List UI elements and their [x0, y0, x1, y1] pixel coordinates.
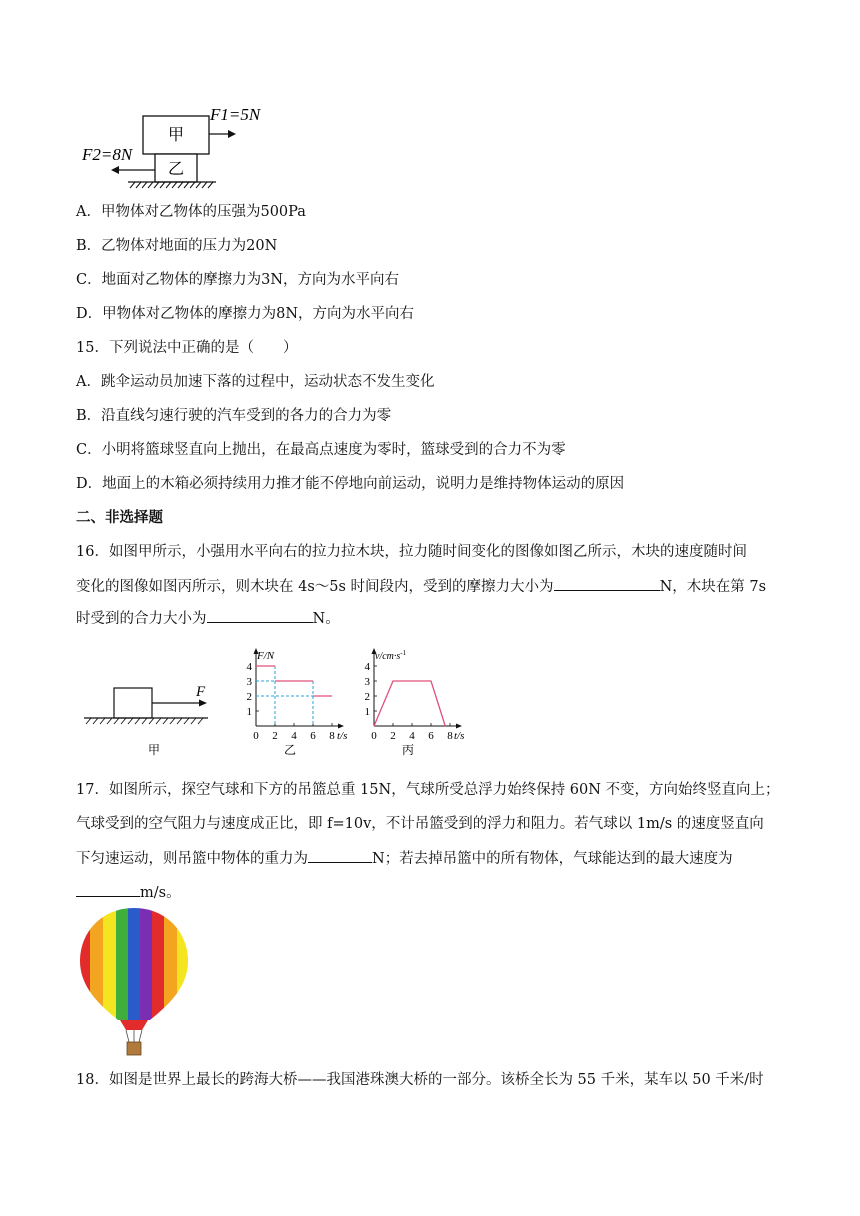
x-axis-arrowhead — [338, 724, 344, 729]
q17-line3-tail: N；若去掉吊篮中的所有物体，气球能达到的最大速度为 — [372, 851, 733, 867]
y-tick-label: 1 — [246, 706, 252, 718]
balloon-skirt — [120, 1020, 148, 1030]
y-axis-label: F/N — [257, 650, 275, 662]
block-yi-label: 乙 — [167, 161, 185, 178]
force-f2-arrowhead — [111, 166, 119, 174]
q16-line3-tail: N。 — [312, 611, 340, 627]
x-tick-label: 4 — [291, 730, 297, 742]
figure-jia-caption: 甲 — [147, 743, 161, 757]
balloon-basket — [127, 1042, 141, 1055]
y-tick-label: 4 — [246, 661, 252, 673]
q15-option-a: A．跳伞运动员加速下落的过程中，运动状态不发生变化 — [76, 374, 435, 390]
x-tick-label: 4 — [409, 730, 415, 742]
ground-hatching — [130, 182, 213, 188]
q15-option-c: C．小明将篮球竖直向上抛出，在最高点速度为零时，篮球受到的合力不为零 — [76, 442, 566, 458]
section-heading: 二、非选择题 — [76, 509, 163, 526]
q16-line1: 16．如图甲所示，小强用水平向右的拉力拉木块，拉力随时间变化的图像如图乙所示，木块的速度随时间 — [76, 544, 747, 560]
block-jia-label: 甲 — [167, 127, 185, 144]
q16-answer-blank-2[interactable] — [207, 608, 313, 623]
q14-option-b: B．乙物体对地面的压力为20N — [76, 238, 278, 254]
x-tick-label: 8 — [447, 730, 453, 742]
pull-force-arrowhead — [199, 700, 207, 707]
x-tick-label: 6 — [310, 730, 316, 742]
y-tick-label: 3 — [246, 676, 252, 688]
q16-line2 — [76, 576, 766, 597]
force-f1-label: F1=5N — [210, 105, 261, 124]
balloon-envelope — [78, 906, 190, 1026]
y-axis-label — [375, 649, 407, 662]
y-tick-label: 2 — [246, 691, 252, 703]
q16-line2-tail: N，木块在第 7s — [659, 579, 767, 595]
pull-force-label: F — [196, 684, 206, 700]
q18-line1: 18．如图是世界上最长的跨海大桥——我国港珠澳大桥的一部分。该桥全长为 55 千米，某车以 50 千米/时 — [76, 1072, 764, 1088]
q16-chart-bing — [360, 644, 478, 760]
x-axis-label: t/s — [454, 730, 465, 742]
q16-chart-yi — [236, 644, 354, 760]
q14-option-a: A．甲物体对乙物体的压强为500Pa — [76, 204, 306, 220]
y-axis-label-main: v/cm·s — [375, 651, 401, 662]
y-axis-label-exp: -1 — [400, 649, 407, 657]
q14-block-figure — [80, 100, 280, 192]
x-tick-label: 2 — [390, 730, 396, 742]
x-axis-arrowhead — [456, 724, 462, 729]
basket-ropes — [126, 1030, 142, 1042]
y-tick-label: 1 — [364, 706, 370, 718]
q17-line3 — [76, 848, 733, 869]
chart-caption: 乙 — [283, 743, 297, 757]
force-f1-arrowhead — [228, 130, 236, 138]
velocity-line — [374, 681, 445, 726]
q16-figure-jia — [80, 676, 220, 758]
x-tick-label: 6 — [428, 730, 434, 742]
q15-stem: 15．下列说法中正确的是（ ） — [76, 340, 298, 356]
q17-line3-text: 下匀速运动，则吊篮中物体的重力为 — [76, 851, 308, 867]
hot-air-balloon-image — [78, 906, 190, 1058]
q17-line1: 17．如图所示，探空气球和下方的吊篮总重 15N，气球所受总浮力始终保持 60N 不变，方向始终竖直向上； — [76, 782, 780, 798]
q14-option-d: D．甲物体对乙物体的摩擦力为8N，方向为水平向右 — [76, 306, 415, 322]
x-tick-label: 8 — [329, 730, 335, 742]
y-tick-label: 4 — [364, 661, 370, 673]
chart-caption: 丙 — [401, 743, 415, 757]
q16-line3 — [76, 608, 340, 629]
q16-line2-text: 变化的图像如图丙所示，则木块在 4s～5s 时间段内，受到的摩擦力大小为 — [76, 579, 554, 595]
x-axis-label: t/s — [337, 730, 348, 742]
y-tick-label: 3 — [364, 676, 370, 688]
y-tick-label: 2 — [364, 691, 370, 703]
q17-answer-blank-2[interactable] — [76, 882, 140, 897]
x-tick-label: 0 — [371, 730, 377, 742]
x-tick-label: 0 — [253, 730, 259, 742]
q17-line2: 气球受到的空气阻力与速度成正比，即 f=10v，不计吊篮受到的浮力和阻力。若气球以 1m/s 的速度竖直向 — [76, 816, 764, 832]
q17-line4-tail: m/s。 — [140, 885, 181, 901]
ground-hatching — [86, 718, 203, 724]
q16-answer-blank-1[interactable] — [554, 576, 660, 591]
q15-option-d: D．地面上的木箱必须持续用力推才能不停地向前运动，说明力是维持物体运动的原因 — [76, 476, 625, 492]
q17-answer-blank-1[interactable] — [308, 848, 372, 863]
q17-line4 — [76, 882, 181, 903]
x-tick-label: 2 — [272, 730, 278, 742]
q15-option-b: B．沿直线匀速行驶的汽车受到的各力的合力为零 — [76, 408, 392, 424]
force-f2-label: F2=8N — [82, 145, 133, 164]
q14-option-c: C．地面对乙物体的摩擦力为3N，方向为水平向右 — [76, 272, 400, 288]
q16-line3-text: 时受到的合力大小为 — [76, 611, 207, 627]
wood-block — [114, 688, 152, 718]
